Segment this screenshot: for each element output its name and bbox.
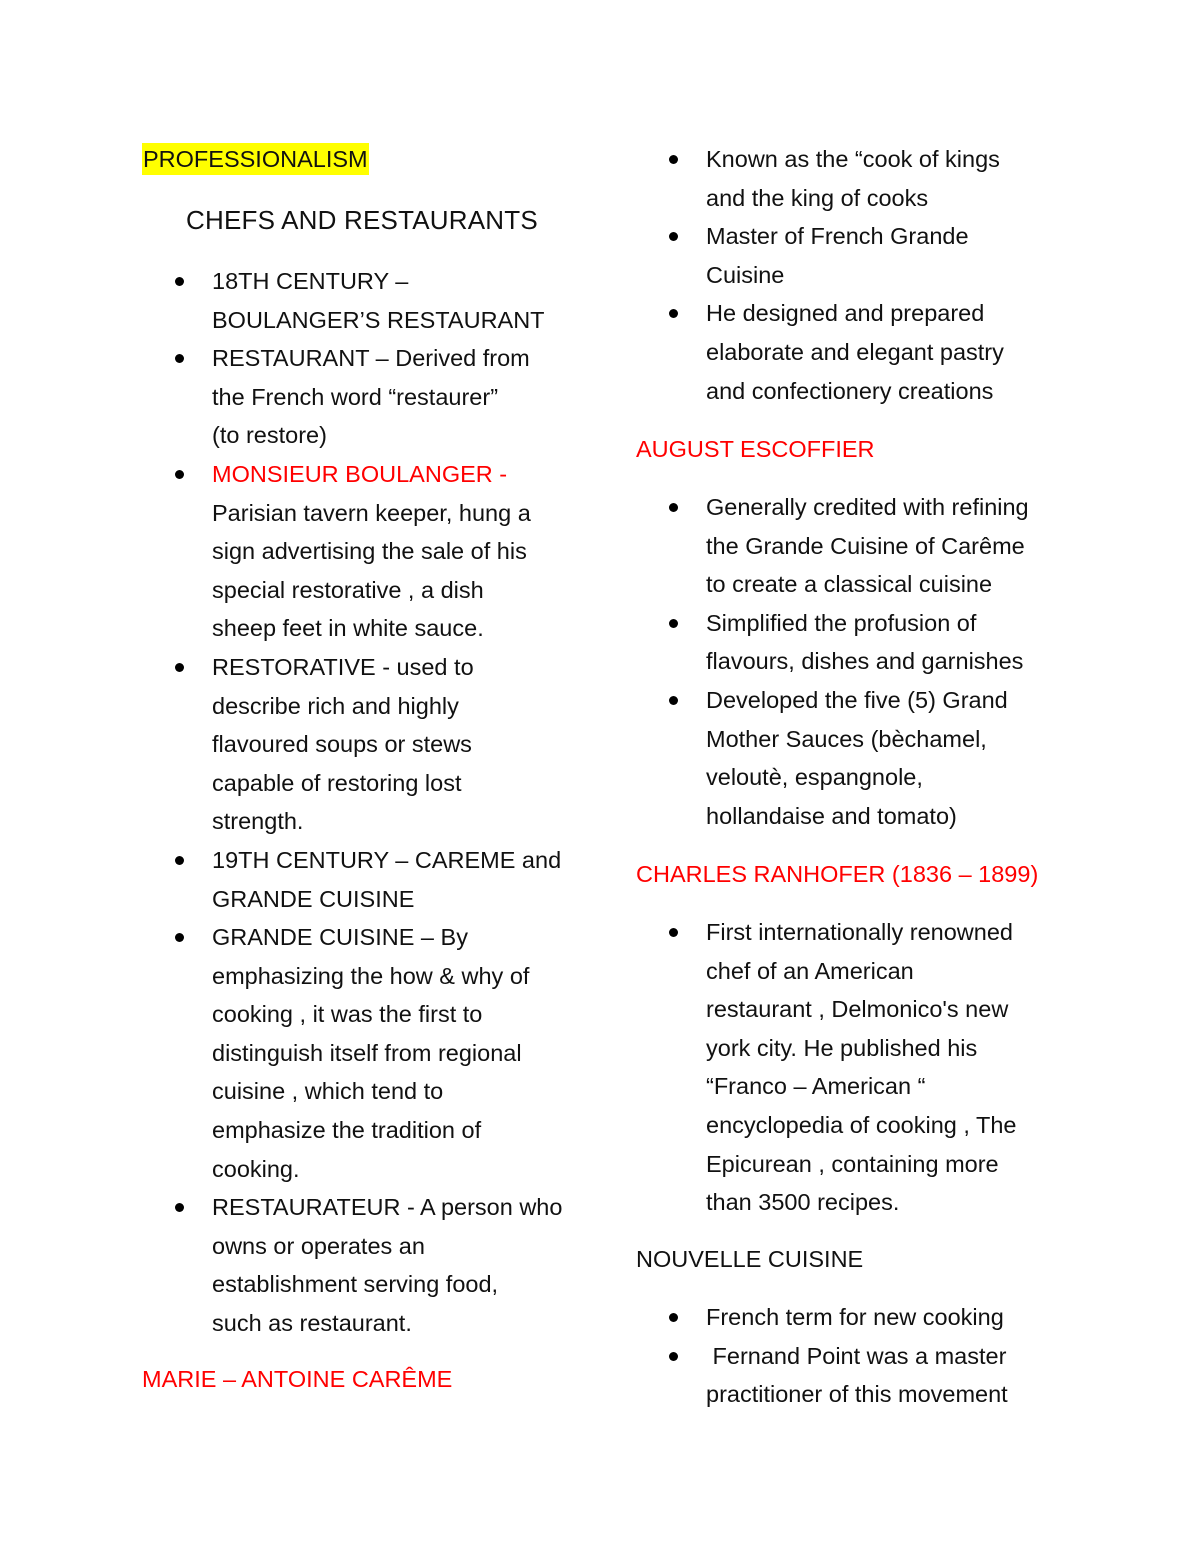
escoffier-heading: AUGUST ESCOFFIER bbox=[636, 436, 875, 462]
list-item bbox=[636, 1337, 1086, 1414]
item-line: owns or operates an bbox=[212, 1232, 425, 1259]
list-item bbox=[142, 339, 582, 455]
item-line: emphasize the tradition of bbox=[212, 1117, 482, 1144]
bullet-icon bbox=[175, 856, 184, 865]
item-line: flavours, dishes and garnishes bbox=[706, 648, 1024, 675]
list-item bbox=[142, 262, 582, 339]
item-line: encyclopedia of cooking , The bbox=[706, 1111, 1017, 1138]
bullet-icon bbox=[669, 232, 678, 241]
list-item bbox=[636, 604, 1086, 681]
item-line: strength. bbox=[212, 808, 304, 835]
bullet-icon bbox=[669, 309, 678, 318]
escoffier-list bbox=[636, 488, 1086, 835]
item-line: Epicurean , containing more bbox=[706, 1150, 999, 1177]
item-line: cuisine , which tend to bbox=[212, 1078, 444, 1105]
ranhofer-heading: CHARLES RANHOFER (1836 – 1899) bbox=[636, 861, 1039, 887]
item-lead-red: MONSIEUR BOULANGER - bbox=[212, 460, 508, 487]
item-line: elaborate and elegant pastry bbox=[706, 338, 1004, 365]
item-line: Developed the five (5) Grand bbox=[706, 686, 1008, 713]
item-line: restaurant , Delmonico's new bbox=[706, 996, 1009, 1023]
item-line: york city. He published his bbox=[706, 1034, 978, 1061]
nouvelle-list bbox=[636, 1298, 1086, 1414]
item-line: (to restore) bbox=[212, 422, 327, 449]
nouvelle-heading: NOUVELLE CUISINE bbox=[636, 1246, 864, 1272]
item-line: He designed and prepared bbox=[706, 300, 985, 327]
item-line: Mother Sauces (bèchamel, bbox=[706, 725, 987, 752]
list-item bbox=[636, 140, 1086, 217]
bullet-icon bbox=[669, 928, 678, 937]
item-line: emphasizing the how & why of bbox=[212, 962, 530, 989]
list-item bbox=[142, 918, 582, 1188]
page-title: PROFESSIONALISM bbox=[142, 143, 369, 175]
bullet-icon bbox=[175, 663, 184, 672]
item-line: Parisian tavern keeper, hung a bbox=[212, 499, 531, 526]
careme-heading: MARIE – ANTOINE CARÊME bbox=[142, 1366, 453, 1392]
ranhofer-list bbox=[636, 913, 1086, 1222]
item-line: and the king of cooks bbox=[706, 184, 929, 211]
list-item bbox=[142, 455, 582, 648]
item-line: such as restaurant. bbox=[212, 1310, 412, 1337]
item-line: “Franco – American “ bbox=[706, 1073, 926, 1100]
item-line: cooking. bbox=[212, 1155, 300, 1182]
list-item bbox=[142, 841, 582, 918]
item-line: French term for new cooking bbox=[706, 1304, 1004, 1330]
item-line: capable of restoring lost bbox=[212, 769, 462, 796]
bullet-icon bbox=[669, 1352, 678, 1361]
item-line: sheep feet in white sauce. bbox=[212, 615, 484, 642]
bullet-icon bbox=[669, 503, 678, 512]
bullet-icon bbox=[669, 1313, 678, 1322]
item-line: the French word “restaurer” bbox=[212, 383, 499, 410]
item-line: the Grande Cuisine of Carême bbox=[706, 532, 1025, 559]
list-item bbox=[142, 648, 582, 841]
item-line: cooking , it was the first to bbox=[212, 1001, 483, 1028]
item-line: describe rich and highly bbox=[212, 692, 459, 719]
bullet-icon bbox=[175, 933, 184, 942]
item-line: First internationally renowned bbox=[706, 919, 1013, 945]
item-line: chef of an American bbox=[706, 957, 914, 984]
item-line: RESTORATIVE - used to bbox=[212, 653, 474, 680]
bullet-icon bbox=[669, 696, 678, 705]
list-item bbox=[636, 913, 1086, 1222]
item-line: special restorative , a dish bbox=[212, 576, 484, 603]
item-line: 18TH CENTURY – bbox=[212, 268, 409, 294]
item-line: Generally credited with refining bbox=[706, 494, 1029, 520]
list-item bbox=[636, 294, 1086, 410]
item-line: Cuisine bbox=[706, 261, 785, 288]
item-line: distinguish itself from regional bbox=[212, 1039, 522, 1066]
section-title: CHEFS AND RESTAURANTS bbox=[186, 205, 538, 235]
item-line: Fernand Point was a master bbox=[706, 1342, 1007, 1369]
bullet-icon bbox=[669, 155, 678, 164]
item-line: GRANDE CUISINE – By bbox=[212, 924, 468, 951]
bullet-icon bbox=[175, 354, 184, 363]
item-line: Known as the “cook of kings bbox=[706, 146, 1000, 172]
list-item bbox=[142, 1188, 582, 1342]
item-line: establishment serving food, bbox=[212, 1271, 499, 1298]
item-line: Simplified the profusion of bbox=[706, 609, 977, 636]
item-line: Master of French Grande bbox=[706, 223, 969, 250]
list-item bbox=[636, 1298, 1086, 1337]
list-item bbox=[636, 681, 1086, 835]
list-item bbox=[636, 488, 1086, 604]
item-line: than 3500 recipes. bbox=[706, 1189, 900, 1216]
chefs-restaurants-list bbox=[142, 262, 582, 1343]
item-line: sign advertising the sale of his bbox=[212, 538, 527, 565]
careme-list bbox=[636, 140, 1086, 410]
bullet-icon bbox=[669, 619, 678, 628]
item-line: hollandaise and tomato) bbox=[706, 802, 957, 829]
bullet-icon bbox=[175, 277, 184, 286]
item-line: RESTAURANT – Derived from bbox=[212, 345, 530, 372]
item-line: RESTAURATEUR - A person who bbox=[212, 1194, 563, 1221]
item-line: flavoured soups or stews bbox=[212, 731, 472, 758]
item-line: practitioner of this movement bbox=[706, 1381, 1008, 1408]
item-line: and confectionery creations bbox=[706, 377, 994, 404]
list-item bbox=[636, 217, 1086, 294]
item-line: GRANDE CUISINE bbox=[212, 885, 415, 912]
bullet-icon bbox=[175, 470, 184, 479]
item-line: 19TH CENTURY – CAREME and bbox=[212, 846, 562, 873]
item-line: to create a classical cuisine bbox=[706, 571, 993, 598]
item-line: veloutè, espangnole, bbox=[706, 764, 923, 791]
bullet-icon bbox=[175, 1203, 184, 1212]
item-line: BOULANGER’S RESTAURANT bbox=[212, 306, 545, 333]
